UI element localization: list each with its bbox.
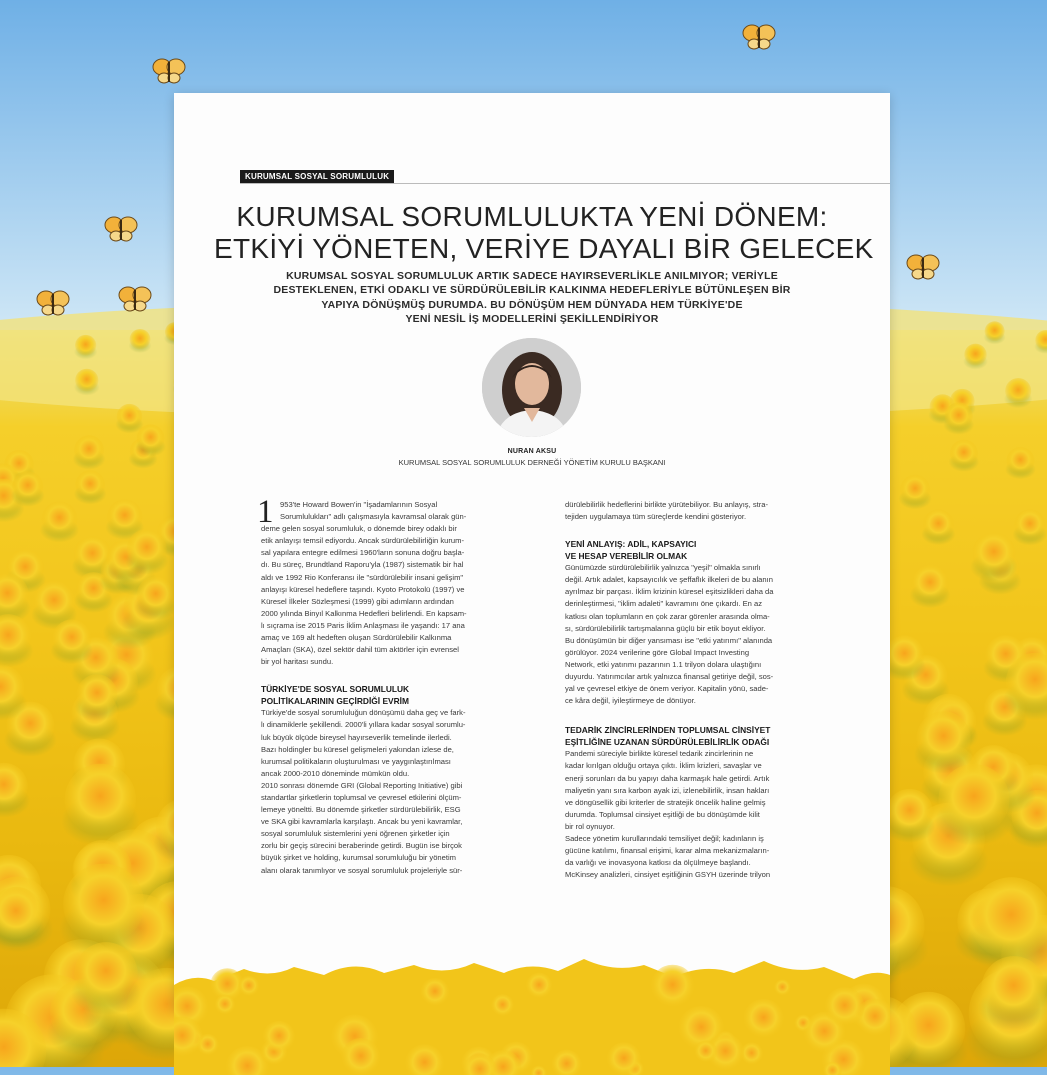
text-line: standartlar şirketlerin toplumsal ve çevresel etkilerini ölçüm- [261,792,462,802]
text-line: luk büyük ölçüde bireysel hayırseverlik temelinde ilerledi. [261,732,452,742]
flower [75,470,105,500]
text-line: Bazı holdingler bu küresel gelişmeleri yakından izlese de, [261,744,454,754]
butterfly-icon [742,22,776,52]
text-line: Amaçları (SKA), özel sektör dahil tüm aktörler için evrensel [261,645,459,655]
text-line: maliyetin yanı sıra karbon ayak izi, izlenebilirlik, insan hakları [565,785,770,795]
flower [1006,447,1034,475]
flower [74,942,138,1006]
flower [694,1040,717,1063]
flower [972,532,1015,575]
author-title: KURUMSAL SOSYAL SORUMLULUK DERNEĞİ YÖNETİM KURULU BAŞKANI [398,458,666,467]
text-line: sal yapılara entegre edilmesi 1960'ların sonuna doğru başla- [261,548,465,558]
intro-paragraph [257,494,529,668]
text-line: da varlığı ve inovasyona katkısı da ölçülmeye başlandı. [565,858,751,868]
flower [107,499,142,534]
flower [985,321,1005,341]
article-column-right [565,499,831,881]
subtitle-line: YENİ NESİL İŞ MODELLERİNİ ŞEKİLLENDİRİYOR [405,312,659,325]
flower [900,475,930,505]
text-line: Günümüzde sürdürülebilirlik yalnızca "yeşil" olmakla sınırlı [565,563,761,573]
flower [33,581,75,623]
flower [75,369,98,392]
flower [981,956,1046,1021]
text-line: Sadece yönetim kurullarındaki temsiliyet değil; kadınların iş [565,833,764,843]
flower [65,764,136,835]
text-line: sosyal sorumluluk sistemlerini yeni öğrenen şirketler için [261,829,450,839]
text-line: dı. Bu süreç, Brundtland Raporu'yla (1987) sistematik bir hal [261,560,464,570]
subtitle-line: KURUMSAL SOSYAL SORUMLULUK ARTIK SADECE HAYIRSEVERLİKLE ANILMIYOR; VERİYLE [286,270,778,282]
butterfly-icon [104,214,138,244]
text-line: kurumsal politikaların oluşturulması ve yaygınlaştırılması [261,756,451,766]
text-line: ce kâra değil, iyileştirmeye de dönüyor. [565,696,696,706]
flower [238,976,259,997]
section-heading: EŞİTLİĞİNE UZANAN SÜRDÜRÜLEBİLİRLİK ODAĞI [565,736,770,747]
flower [916,711,970,765]
flower [420,978,449,1007]
text-line: ve SKA gibi kavramlarla karşılaştı. Ancak bu yeni kavramlar, [261,817,463,827]
flower [945,402,973,430]
article-title [214,201,874,265]
flower [911,565,949,603]
text-line: değil. Artık adalet, kapsayıcılık ve şeffaflık ilkeleri de bu alanın [565,575,773,585]
text-line: kadar kırılgan olduğu ortaya çıktı. İklim krizleri, savaşlar ve [565,761,762,771]
flower [137,576,175,614]
flower [774,979,791,996]
text-line: tejiden uygulamaya tüm süreçlerde kendini gösteriyor. [565,512,747,522]
text-line: anlayışı küresel hedeflere taşındı. Kyoto Protokolü (1997) ve [261,584,465,594]
section-heading: VE HESAP VEREBİLİR OLMAK [565,550,688,561]
text-line: Sorumlulukları" adlı çalışmasıyla kavramsal olarak gün- [280,512,467,522]
title-line: KURUMSAL SORUMLULUKTA YENİ DÖNEM: [236,201,828,232]
flower [923,509,954,540]
flower [117,404,143,430]
flower [262,1021,295,1054]
text-line: dürülebilirlik hedeflerini birlikte yürütebiliyor. Bu anlayış, stra- [565,500,769,509]
article-subtitle [244,269,820,326]
flower [650,965,694,1009]
flower [886,789,933,836]
section-heading: YENİ ANLAYIŞ: ADİL, KAPSAYICI [565,539,697,550]
text-line: Bu dönüşümün bir diğer yansıması ise "etki yatırımı" alanında [565,635,773,645]
text-line: derinleştirmesi, "iklim adaleti" kavramını öne çıkardı. En az [565,599,762,609]
text-line: durumda. Toplumsal cinsiyet eşitliği de bu dönüşümde kilit [565,809,760,819]
text-line: Network, etki yatırımı pazarının 1.1 trilyon dolara ulaştığını [565,659,762,669]
section-heading: TEDARİK ZİNCİRLERİNDEN TOPLUMSAL CİNSİYET [565,725,771,736]
text-line: zorlu bir geçiş sürecini beraberinde getirdi. Bugün ise birçok [261,841,462,851]
flower [63,864,144,945]
flower [938,764,1009,835]
text-line: lı sıçrama ise 2015 Paris İklim Anlaşması ile yaşandı: 17 ana [261,620,465,630]
subtitle-line: YAPIYA DÖNÜŞMÜŞ DURUMDA. BU DÖNÜŞÜM HEM DÜNYADA HEM TÜRKİYE'DE [321,298,743,311]
text-line: McKinsey analizleri, cinsiyet eşitliğinin GSYH üzerinde trilyon [565,870,771,880]
flower [130,329,151,350]
flower [950,440,978,468]
text-line: bir yol haritası sundu. [261,657,334,667]
author-portrait [482,338,581,437]
torn-flower-edge [174,955,890,1075]
author-photo [482,338,581,437]
flower [77,674,118,715]
flower [743,999,784,1040]
section-heading: TÜRKİYE'DE SOSYAL SORUMLULUK [261,684,410,695]
butterfly-icon [36,288,70,318]
text-line: lı dinamiklerle şekillendi. 2000'li yıllara kadar sosyal sorumlu- [261,720,466,730]
subtitle-line: DESTEKLENEN, ETKİ ODAKLI VE SÜRDÜRÜLEBİLİR KALKINMA HEDEFLERİYLE BÜTÜNLEŞEN BİR [273,284,791,297]
flower [825,987,865,1027]
text-line: aldı ve 1992 Rio Konferansı ile "sürdürülebilir insani gelişim" [261,572,464,582]
text-line: deme gelen sosyal sorumluluk, o dönemde birey odaklı bir [261,524,457,534]
butterfly-icon [118,284,152,314]
dropcap: 1 [257,494,274,530]
flower [42,501,78,537]
text-line: büyük şirket ve holding, kurumsal sorumluluğu bir yönetim [261,853,456,863]
text-line: lemeye yöneltti. Bu dönemde şirketler sürdürülebilirlik, ESG [261,805,461,815]
magazine-page [174,93,890,1010]
author-name: NURAN AKSU [507,448,557,455]
text-line: gücüne katılımı, finansal erişimi, karar alma mekanizmaların- [565,846,770,856]
text-line: ancak 2000-2010 döneminde mümkün oldu. [261,768,410,778]
text-line: Türkiye'de sosyal sorumluluğun dönüşümü daha geç ve fark- [261,708,466,718]
text-line: 2000 yılında Binyıl Kalkınma Hedefleri belirlendi. En kapsam- [261,608,467,618]
butterfly-icon [906,252,940,282]
section-tag: KURUMSAL SOSYAL SORUMLULUK [240,170,394,184]
flower [1014,509,1045,540]
flower [75,335,96,356]
title-line: ETKİYİ YÖNETEN, VERİYE DAYALI BİR GELECEK [214,233,874,264]
text-line: Küresel İlkeler Sözleşmesi (1999) gibi adımların ardından [261,596,454,606]
text-line: etik anlayışı temsil ediyordu. Ancak sürdürülebilirliğin kurum- [261,536,465,546]
text-line: yal ve çevresel etkiye de önem veriyor. Kapitalin yönü, sade- [565,684,769,694]
flower [964,344,987,367]
text-line: katkısı olan toplumların en çok zarar görenler arasında olma- [565,611,770,621]
text-line: ayrılmaz bir parçası. İklim krizinin küresel eşitsizlikleri daha da [565,587,774,597]
text-line: sı, sürdürülebilirlik tartışmalarına güçlü bir etik boyut ekliyor. [565,623,766,633]
flower [491,994,514,1017]
flower [74,435,104,465]
butterfly-icon [152,56,186,86]
text-line: duyurdu. Yatırımcılar artık yalnızca finansal getiriye değil, sos- [565,672,774,682]
section-divider [240,183,890,184]
text-line: alanı olarak tanımlıyor ve sosyal sorumluluk projeleriyle sür- [261,865,463,875]
text-line: 953'te Howard Bowen'in "İşadamlarının Sosyal [280,500,438,509]
article-column-left [257,494,529,877]
text-line: bir rol oynuyor. [565,821,615,831]
text-line: görülüyor. 2024 verilerine göre Global Impact Investing [565,647,750,657]
flower [1005,378,1031,404]
section-heading: POLİTİKALARININ GEÇİRDİĞİ EVRİM [261,695,409,706]
text-line: enerji sorunları da bu yapıyı daha karmaşık hale getirdi. Artık [565,773,770,783]
text-line: ve döngüsellik gibi kriterler de stratejik öncelik haline gelmiş [565,797,766,807]
text-line: amaç ve 169 alt hedeften oluşan Sürdürülebilir Kalkınma [261,633,452,643]
flower [52,619,91,658]
flower [12,471,43,502]
flower [885,635,925,675]
flower [127,529,167,569]
text-line: Pandemi süreciyle birlikte küresel tedarik zincirlerinin ne [565,749,754,759]
flower [215,995,236,1016]
text-line: 2010 sonrası dönemde GRI (Global Reporting Initiative) gibi [261,780,463,790]
flower [526,973,553,1000]
